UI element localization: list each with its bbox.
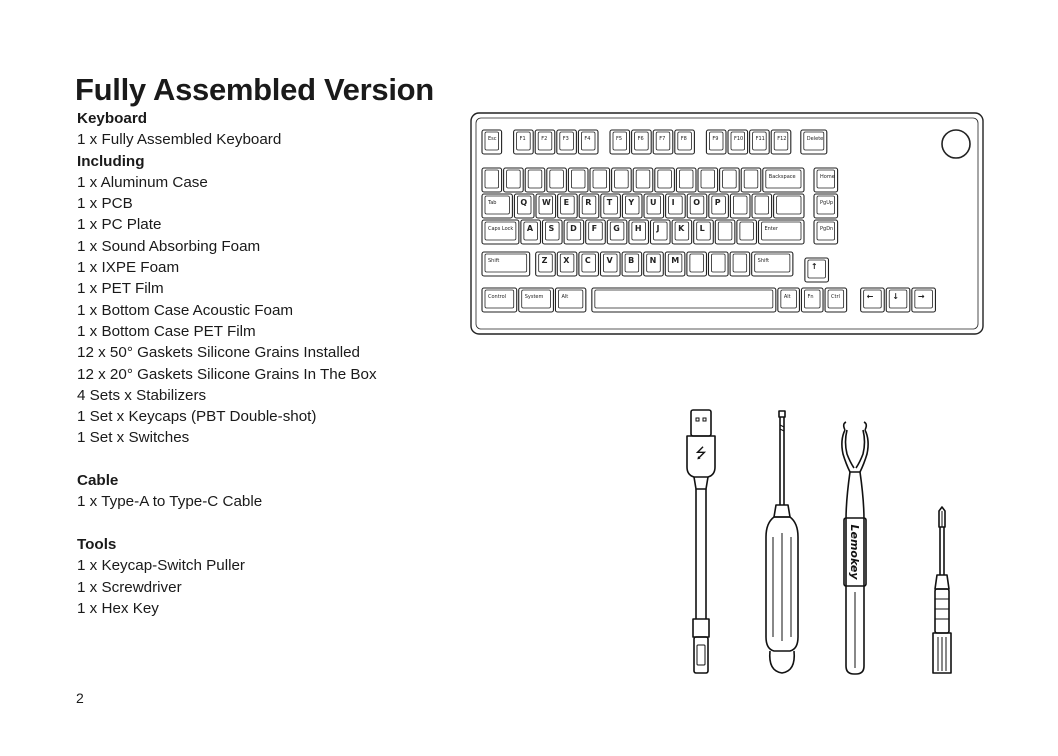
key-letter	[650, 220, 670, 244]
key-letter	[694, 220, 714, 244]
key-letter	[622, 252, 642, 276]
spacer	[77, 513, 477, 534]
svg-text:Fn: Fn	[807, 294, 814, 300]
key-f4	[578, 130, 598, 154]
key-number	[525, 168, 545, 192]
list-item: 1 x Bottom Case PET Film	[77, 322, 256, 340]
svg-text:F10: F10	[734, 136, 744, 142]
puller-hook-tips	[844, 422, 867, 430]
key-letter	[586, 220, 606, 244]
svg-text:F3: F3	[562, 136, 569, 142]
key-arrow-down	[886, 288, 910, 312]
usb-plug-hole	[703, 418, 706, 421]
key-letter	[521, 220, 541, 244]
key-letter	[622, 194, 642, 218]
key-right-alt	[778, 288, 800, 312]
contents-list	[77, 108, 477, 619]
page-title: Fully Assembled Version	[75, 72, 434, 107]
svg-text:H: H	[634, 224, 642, 233]
svg-text:F: F	[591, 224, 598, 233]
key-space	[592, 288, 776, 312]
screwdriver-ferrule	[774, 505, 790, 517]
svg-text:T: T	[606, 198, 613, 207]
list-item: 1 x Type-A to Type-C Cable	[77, 493, 263, 511]
key-number	[612, 168, 632, 192]
list-item: 1 x Sound Absorbing Foam	[77, 237, 261, 255]
svg-text:A: A	[526, 224, 534, 233]
key-number	[482, 168, 502, 192]
key-pgdn	[814, 220, 838, 244]
list-item: 1 Set x Switches	[77, 429, 190, 447]
cable-strain-relief	[694, 477, 708, 489]
key-number	[568, 168, 588, 192]
svg-text:F8: F8	[680, 136, 687, 142]
hex-key-illustration	[926, 505, 958, 680]
usb-icon: ⭍	[695, 446, 707, 462]
key-letter	[514, 194, 534, 218]
key-letter	[542, 220, 562, 244]
svg-text:Tab: Tab	[488, 200, 497, 206]
svg-text:K: K	[678, 224, 685, 233]
key-letter	[601, 194, 621, 218]
key-enter	[758, 220, 804, 244]
key-f12	[771, 130, 791, 154]
key-f2	[535, 130, 555, 154]
key-letter	[564, 220, 584, 244]
usb-plug-hole	[696, 418, 699, 421]
including-heading: Including	[77, 152, 145, 170]
svg-text:V: V	[606, 256, 613, 265]
svg-text:F9: F9	[712, 136, 719, 142]
svg-text:I: I	[671, 198, 675, 207]
key-left-alt	[555, 288, 585, 312]
key-letter	[672, 220, 692, 244]
key-letter	[687, 194, 707, 218]
key-esc	[482, 130, 502, 154]
svg-text:→: →	[917, 292, 925, 301]
keycap-puller-illustration	[830, 420, 880, 680]
list-item: 1 x PC Plate	[77, 216, 162, 234]
key-f3	[557, 130, 577, 154]
key-letter	[665, 252, 685, 276]
key-letter	[709, 194, 729, 218]
hex-key-handle	[935, 589, 949, 633]
usb-c-inner	[697, 645, 705, 665]
key-f10	[728, 130, 748, 154]
key-letter	[666, 194, 686, 218]
key-backspace	[763, 168, 804, 192]
svg-text:Alt: Alt	[783, 294, 791, 300]
key-number	[676, 168, 696, 192]
key-letter	[557, 252, 577, 276]
key-arrow-up	[805, 258, 829, 282]
svg-text:System: System	[524, 294, 544, 300]
svg-text:Home: Home	[820, 174, 835, 180]
keyboard-main-item: 1 x Fully Assembled Keyboard	[77, 131, 282, 149]
svg-text:F2: F2	[541, 136, 548, 142]
knob-icon	[942, 130, 970, 158]
key-letter	[607, 220, 627, 244]
svg-text:Caps Lock: Caps Lock	[488, 226, 514, 232]
key-letter	[558, 194, 578, 218]
svg-text:P: P	[714, 198, 721, 207]
key-number	[590, 168, 610, 192]
svg-text:Enter: Enter	[764, 226, 778, 232]
svg-text:Control: Control	[488, 294, 507, 300]
list-item: 1 x Keycap-Switch Puller	[77, 557, 245, 575]
svg-text:↑: ↑	[810, 262, 818, 271]
key-letter	[536, 252, 556, 276]
svg-text:N: N	[649, 256, 657, 265]
key-backslash	[774, 194, 804, 218]
key-number	[633, 168, 653, 192]
svg-text:F11: F11	[755, 136, 765, 142]
svg-text:Delete: Delete	[806, 136, 824, 142]
key-control	[482, 288, 517, 312]
svg-text:Ctrl: Ctrl	[831, 294, 840, 300]
svg-text:Esc: Esc	[488, 136, 497, 142]
svg-text:L: L	[699, 224, 705, 233]
key-right-shift	[752, 252, 793, 276]
usb-c-strain-relief	[693, 619, 709, 637]
key-tab	[482, 194, 512, 218]
key-f8	[675, 130, 695, 154]
hex-key-handle-rings	[935, 599, 949, 619]
svg-text:Q: Q	[520, 198, 528, 207]
key-letter	[600, 252, 620, 276]
svg-text:J: J	[656, 224, 660, 233]
svg-text:F12: F12	[777, 136, 787, 142]
page-number: 2	[76, 690, 84, 706]
usb-c-plug	[694, 637, 708, 673]
svg-text:F4: F4	[584, 136, 591, 142]
puller-prongs-inner	[846, 430, 865, 468]
svg-text:F7: F7	[659, 136, 666, 142]
keyboard-heading: Keyboard	[77, 110, 148, 127]
hex-key-shaft	[940, 527, 944, 575]
svg-text:F5: F5	[616, 136, 623, 142]
svg-text:W: W	[542, 198, 551, 207]
key-number	[547, 168, 567, 192]
list-item: 1 Set x Keycaps (PBT Double-shot)	[77, 408, 317, 426]
key-punct	[687, 252, 707, 276]
brand-label: Lemokey	[848, 524, 861, 580]
hex-key-collar	[935, 575, 949, 589]
svg-text:PgUp: PgUp	[820, 200, 834, 206]
list-item: 12 x 20° Gaskets Silicone Grains In The Box	[77, 365, 377, 383]
list-item: 12 x 50° Gaskets Silicone Grains Installed	[77, 344, 360, 362]
key-f11	[750, 130, 770, 154]
list-item: 1 x PET Film	[77, 280, 164, 298]
key-number	[655, 168, 675, 192]
svg-text:Y: Y	[628, 198, 635, 207]
usb-cable-illustration	[682, 405, 722, 680]
svg-text:S: S	[548, 224, 555, 233]
keyboard-illustration	[470, 112, 986, 336]
svg-text:B: B	[628, 256, 635, 265]
cable-heading: Cable	[77, 472, 119, 490]
svg-text:←: ←	[866, 292, 874, 301]
key-left-shift	[482, 252, 530, 276]
svg-text:Z: Z	[541, 256, 548, 265]
key-punct	[730, 252, 750, 276]
key-letter	[629, 220, 649, 244]
svg-text:X: X	[563, 256, 570, 265]
key-number	[504, 168, 524, 192]
cable-cord	[696, 489, 706, 619]
svg-text:Alt: Alt	[561, 294, 569, 300]
key-arrow-right	[912, 288, 936, 312]
screwdriver-tip	[779, 411, 785, 417]
svg-text:O: O	[693, 198, 701, 207]
key-punct	[737, 220, 757, 244]
list-item: 1 x Hex Key	[77, 599, 159, 617]
key-number	[741, 168, 761, 192]
svg-text:G: G	[613, 224, 620, 233]
list-item: 1 x Aluminum Case	[77, 173, 208, 191]
list-item: 4 Sets x Stabilizers	[77, 386, 207, 404]
key-pgup	[814, 194, 838, 218]
key-f1	[514, 130, 534, 154]
svg-text:U: U	[650, 198, 657, 207]
key-letter	[644, 194, 664, 218]
key-number	[720, 168, 740, 192]
key-ctrl	[825, 288, 847, 312]
key-delete	[801, 130, 827, 154]
svg-text:Backspace: Backspace	[768, 174, 796, 180]
screwdriver-handle-grooves	[773, 533, 791, 641]
key-punct	[715, 220, 735, 244]
svg-text:D: D	[570, 224, 577, 233]
key-letter	[579, 194, 599, 218]
key-punct	[708, 252, 728, 276]
key-home	[814, 168, 838, 192]
key-bracket	[730, 194, 750, 218]
tools-heading: Tools	[77, 535, 117, 553]
key-system	[519, 288, 554, 312]
usb-a-plug	[691, 410, 711, 436]
key-capslock	[482, 220, 519, 244]
svg-text:F1: F1	[519, 136, 526, 142]
svg-text:Shift: Shift	[757, 258, 770, 264]
svg-text:PgDn: PgDn	[820, 226, 834, 232]
key-letter	[536, 194, 556, 218]
list-item: 1 x PCB	[77, 195, 133, 213]
key-arrow-left	[861, 288, 885, 312]
key-letter	[644, 252, 664, 276]
svg-text:M: M	[671, 256, 680, 265]
svg-text:↓: ↓	[892, 292, 899, 301]
svg-text:Shift: Shift	[488, 258, 500, 264]
key-f5	[610, 130, 630, 154]
svg-text:C: C	[584, 256, 591, 265]
key-bracket	[752, 194, 772, 218]
list-item: 1 x IXPE Foam	[77, 259, 180, 277]
svg-text:F6: F6	[637, 136, 644, 142]
list-item: 1 x Bottom Case Acoustic Foam	[77, 301, 294, 319]
list-item: 1 x Screwdriver	[77, 578, 182, 596]
screwdriver-end-cap	[770, 651, 795, 673]
hex-key-end-grooves	[938, 637, 946, 671]
key-f9	[706, 130, 726, 154]
key-letter	[579, 252, 599, 276]
svg-text:E: E	[563, 198, 570, 207]
screwdriver-illustration	[760, 405, 804, 680]
spacer	[77, 449, 477, 470]
key-f6	[632, 130, 652, 154]
svg-text:R: R	[585, 198, 592, 207]
key-f7	[653, 130, 673, 154]
key-fn	[801, 288, 823, 312]
key-number	[698, 168, 718, 192]
